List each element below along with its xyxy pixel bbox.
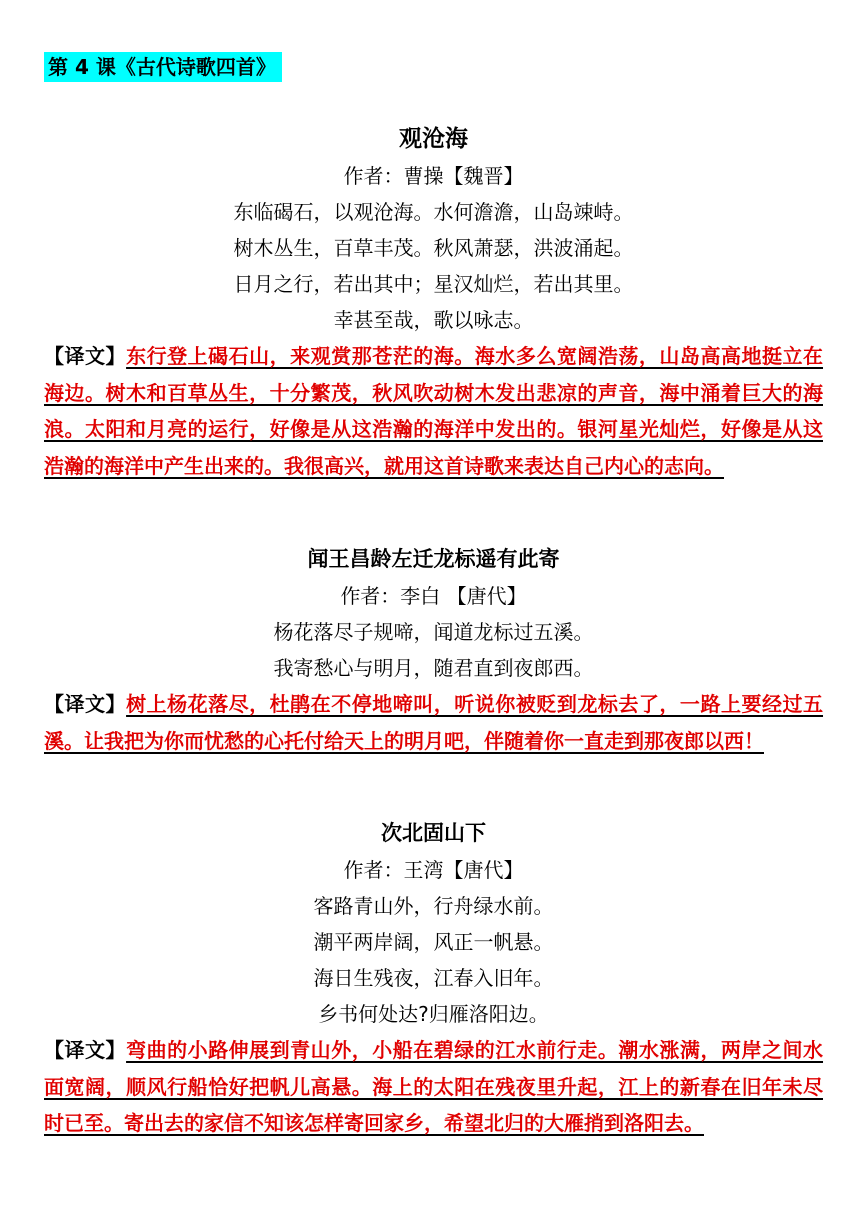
poem-line: 幸甚至哉，歌以咏志。: [333, 308, 534, 332]
poem-title: 闻王昌龄左迁龙标遥有此寄: [307, 547, 560, 571]
poem-wen-wang-changling: [44, 542, 823, 759]
translation-text: 树上杨花落尽，杜鹃在不停地啼叫，听说你被贬到龙标去了，一路上要经过五溪。让我把为你而忧愁的心托付给天上的明月吧，伴随着你一直走到那夜郎以西！: [44, 692, 824, 753]
lesson-heading: 第 4 课《古代诗歌四首》: [44, 52, 282, 82]
poem-guan-cang-hai: [44, 122, 823, 484]
poem-line: 东临碣石，以观沧海。水何澹澹，山岛竦峙。: [233, 200, 634, 224]
translation-block: [44, 686, 823, 759]
poem-line: 日月之行，若出其中；星汉灿烂，若出其里。: [233, 272, 634, 296]
poem-author: 作者：曹操【魏晋】: [343, 164, 524, 188]
poem-line: 潮平两岸阔，风正一帆悬。: [313, 930, 554, 954]
poem-line: 杨花落尽子规啼，闻道龙标过五溪。: [273, 620, 594, 644]
poem-line: 乡书何处达?归雁洛阳边。: [318, 1002, 549, 1026]
poem-ci-bei-gu-shan-xia: [44, 816, 823, 1142]
poem-line: 我寄愁心与明月，随君直到夜郎西。: [273, 656, 594, 680]
translation-label: 【译文】: [44, 692, 127, 716]
poem-line: 海日生残夜，江春入旧年。: [313, 966, 554, 990]
poem-author: 作者：李白 【唐代】: [340, 584, 527, 608]
translation-label: 【译文】: [44, 1038, 127, 1062]
translation-text: 东行登上碣石山，来观赏那苍茫的海。海水多么宽阔浩荡，山岛高高地挺立在海边。树木和百草丛生，十分繁茂，秋风吹动树木发出悲凉的声音，海中涌着巨大的海浪。太阳和月亮的运行，好像是从这浩瀚的海洋中发出的。银河星光灿烂，好像是从这浩瀚的海洋中产生出来的。我很高兴，就用这首诗歌来表达自己内心的志向。: [44, 344, 824, 478]
poem-line: 客路青山外，行舟绿水前。: [313, 894, 554, 918]
poem-title: 观沧海: [399, 126, 468, 152]
poem-line: 树木丛生，百草丰茂。秋风萧瑟，洪波涌起。: [233, 236, 634, 260]
poem-author: 作者：王湾【唐代】: [343, 858, 524, 882]
translation-block: [44, 1032, 823, 1142]
poem-title: 次北固山下: [381, 821, 486, 845]
translation-text: 弯曲的小路伸展到青山外，小船在碧绿的江水前行走。潮水涨满，两岸之间水面宽阔，顺风行船恰好把帆儿高悬。海上的太阳在残夜里升起，江上的新春在旧年未尽时已至。寄出去的家信不知该怎样寄回家乡，希望北归的大雁捎到洛阳去。: [44, 1038, 824, 1135]
translation-block: [44, 338, 823, 484]
translation-label: 【译文】: [44, 344, 127, 368]
